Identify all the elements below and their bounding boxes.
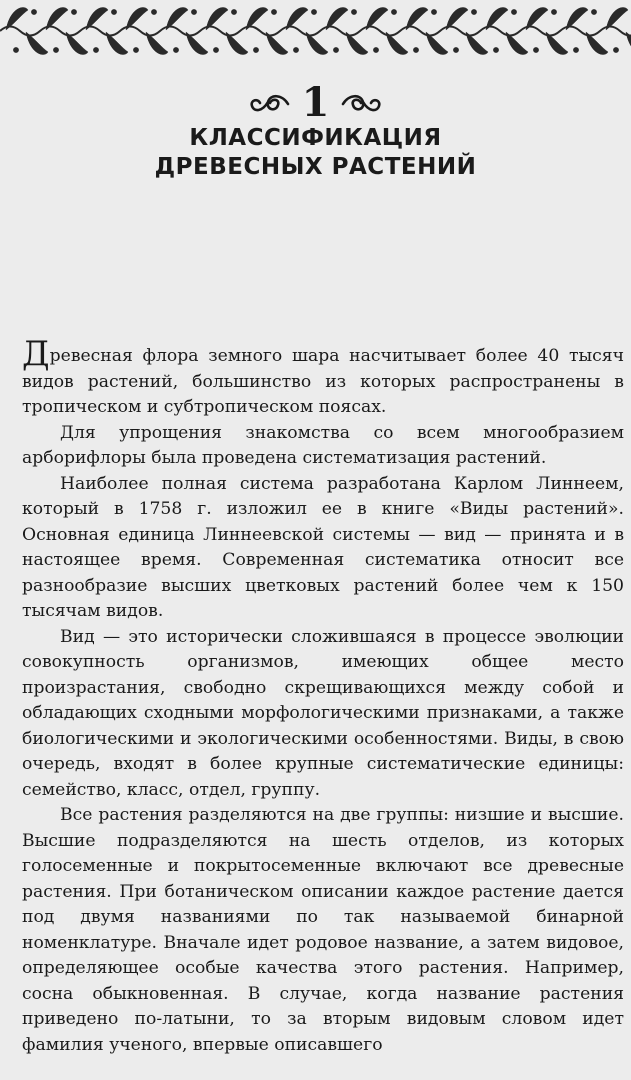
paragraph-2: Для упрощения знакомства со всем многообразием арборифлоры была проведена систематизация растений.	[22, 422, 624, 468]
flourish-left-icon	[248, 90, 292, 116]
paragraph-1	[22, 334, 624, 421]
chapter-title-line-1: КЛАССИФИКАЦИЯ	[189, 125, 442, 151]
chapter-title	[0, 124, 631, 182]
paragraph-1-text: ревесная флора земного шара насчитывает более 40 тысяч видов растений, большинство из которых распространены в тропическом и субтропическом поясах.	[22, 346, 624, 417]
chapter-number	[0, 78, 631, 125]
chapter-number-value: 1	[301, 79, 330, 126]
flourish-right-icon	[339, 90, 383, 116]
drop-letter: Д	[22, 334, 50, 374]
leaf-ornament-border	[0, 0, 631, 62]
paragraph-4: Вид — это исторически сложившаяся в процессе эволюции совокупность организмов, имеющих общее место произрастания, свободно скрещивающихся между собой и обладающих сходными морфологическими признаками, а также биологическими и экологическими особенностями. Виды, в свою очередь, входят в более крупные систематические единицы: семейство, класс, отдел, группу.	[22, 626, 624, 800]
body-text	[22, 334, 624, 1058]
chapter-title-line-2: ДРЕВЕСНЫХ РАСТЕНИЙ	[154, 154, 477, 180]
paragraph-3: Наиболее полная система разработана Карлом Линнеем, который в 1758 г. изложил ее в книге «Виды растений». Основная единица Линнеевской системы — вид — принята и в настоящее время. Современная систематика относит все разнообразие высших цветковых растений более чем к 150 тысячам видов.	[22, 473, 624, 621]
paragraph-5: Все растения разделяются на две группы: низшие и высшие. Высшие подразделяются на шесть отделов, из которых голосеменные и покрытосеменные включают все древесные растения. При ботаническом описании каждое растение дается под двумя названиями по так называемой бинарной номенклатуре. Вначале идет родовое название, а затем видовое, определяющее особые качества этого растения. Например, сосна обыкновенная. В случае, когда название растения приведено по-латыни, то за вторым видовым словом идет фамилия ученого, впервые описавшего	[22, 805, 624, 1055]
